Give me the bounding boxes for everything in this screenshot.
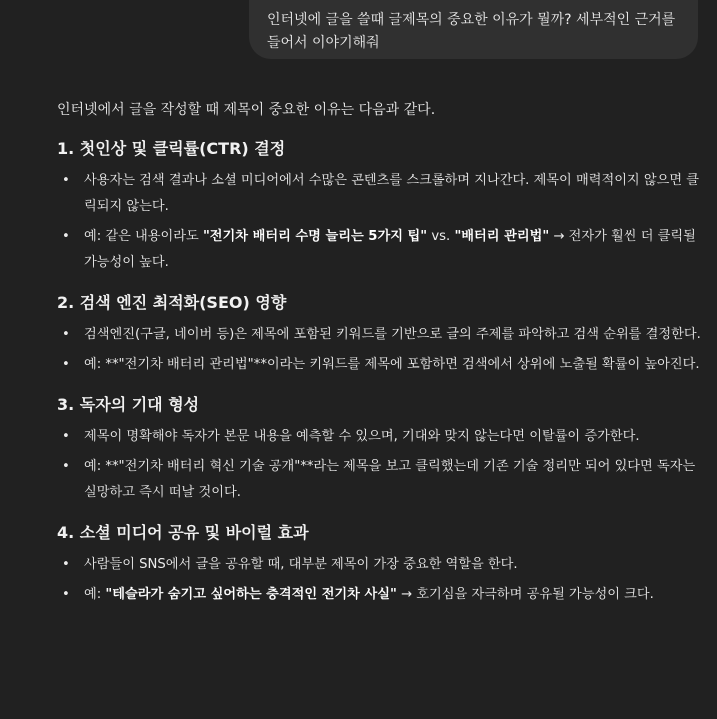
- list-item: [57, 582, 702, 608]
- list-item-text: 검색엔진(구글, 네이버 등)은 제목에 포함된 키워드를 기반으로 글의 주제를 파악하고 검색 순위를 결정한다.: [84, 327, 701, 342]
- list-item-text: 사용자는 검색 결과나 소셜 미디어에서 수많은 콘텐츠를 스크롤하며 지나간다. 제목이 매력적이지 않으면 클릭되지 않는다.: [84, 173, 700, 214]
- list-item: [57, 224, 702, 276]
- bold-text: "테슬라가 숨기고 싶어하는 충격적인 전기차 사실": [105, 587, 397, 602]
- section-heading: 3. 독자의 기대 형성: [57, 395, 200, 414]
- list-item-text: 예: **"전기차 배터리 혁신 기술 공개"**라는 제목을 보고 클릭했는데 기존 기술 정리만 되어 있다면 독자는 실망하고 즉시 떠날 것이다.: [84, 459, 696, 500]
- list-item-text: 사람들이 SNS에서 글을 공유할 때, 대부분 제목이 가장 중요한 역할을 한다.: [84, 557, 518, 572]
- list-item: [57, 352, 702, 378]
- bullet-list: [57, 168, 702, 276]
- bold-text: "전기차 배터리 수명 늘리는 5가지 팁": [202, 229, 428, 244]
- bullet-icon: •: [62, 587, 70, 602]
- bullet-list: [57, 322, 702, 378]
- bullet-icon: •: [62, 357, 70, 372]
- bullet-icon: •: [62, 557, 70, 572]
- bullet-icon: •: [62, 173, 70, 188]
- bold-text: "배터리 관리법": [454, 229, 550, 244]
- list-item: [57, 424, 702, 450]
- bullet-icon: •: [62, 327, 70, 342]
- bullet-list: [57, 424, 702, 506]
- section-heading: 2. 검색 엔진 최적화(SEO) 영향: [57, 293, 287, 312]
- list-item-text: 예: **"전기차 배터리 관리법"**이라는 키워드를 제목에 포함하면 검색에서 상위에 노출될 확률이 높아진다.: [84, 357, 700, 372]
- assistant-response: [57, 98, 702, 612]
- section-heading: 1. 첫인상 및 클릭률(CTR) 결정: [57, 139, 286, 158]
- user-message-text: 인터넷에 글을 쓸때 글제목의 중요한 이유가 뭘까? 세부적인 근거를 들어서 이야기해줘: [267, 12, 676, 51]
- list-item-text: 예:: [84, 587, 106, 602]
- list-item: [57, 454, 702, 506]
- response-sections: [57, 136, 702, 608]
- list-item: [57, 168, 702, 220]
- bullet-icon: •: [62, 429, 70, 444]
- list-item: [57, 552, 702, 578]
- bullet-icon: •: [62, 459, 70, 474]
- list-item-text: → 호기심을 자극하며 공유될 가능성이 크다.: [396, 587, 654, 602]
- user-message-bubble: [249, 0, 698, 59]
- list-item-text: vs.: [427, 229, 455, 244]
- bullet-icon: •: [62, 229, 70, 244]
- section-heading: 4. 소셜 미디어 공유 및 바이럴 효과: [57, 523, 309, 542]
- list-item-text: 예: 같은 내용이라도: [84, 229, 203, 244]
- list-item: [57, 322, 702, 348]
- list-item-text: 제목이 명확해야 독자가 본문 내용을 예측할 수 있으며, 기대와 맞지 않는다면 이탈률이 증가한다.: [84, 429, 640, 444]
- bullet-list: [57, 552, 702, 608]
- list-item-text: → 전자가 훨씬 더 클릭될 가능성이 높다.: [84, 229, 696, 270]
- response-intro: 인터넷에서 글을 작성할 때 제목이 중요한 이유는 다음과 같다.: [57, 102, 436, 118]
